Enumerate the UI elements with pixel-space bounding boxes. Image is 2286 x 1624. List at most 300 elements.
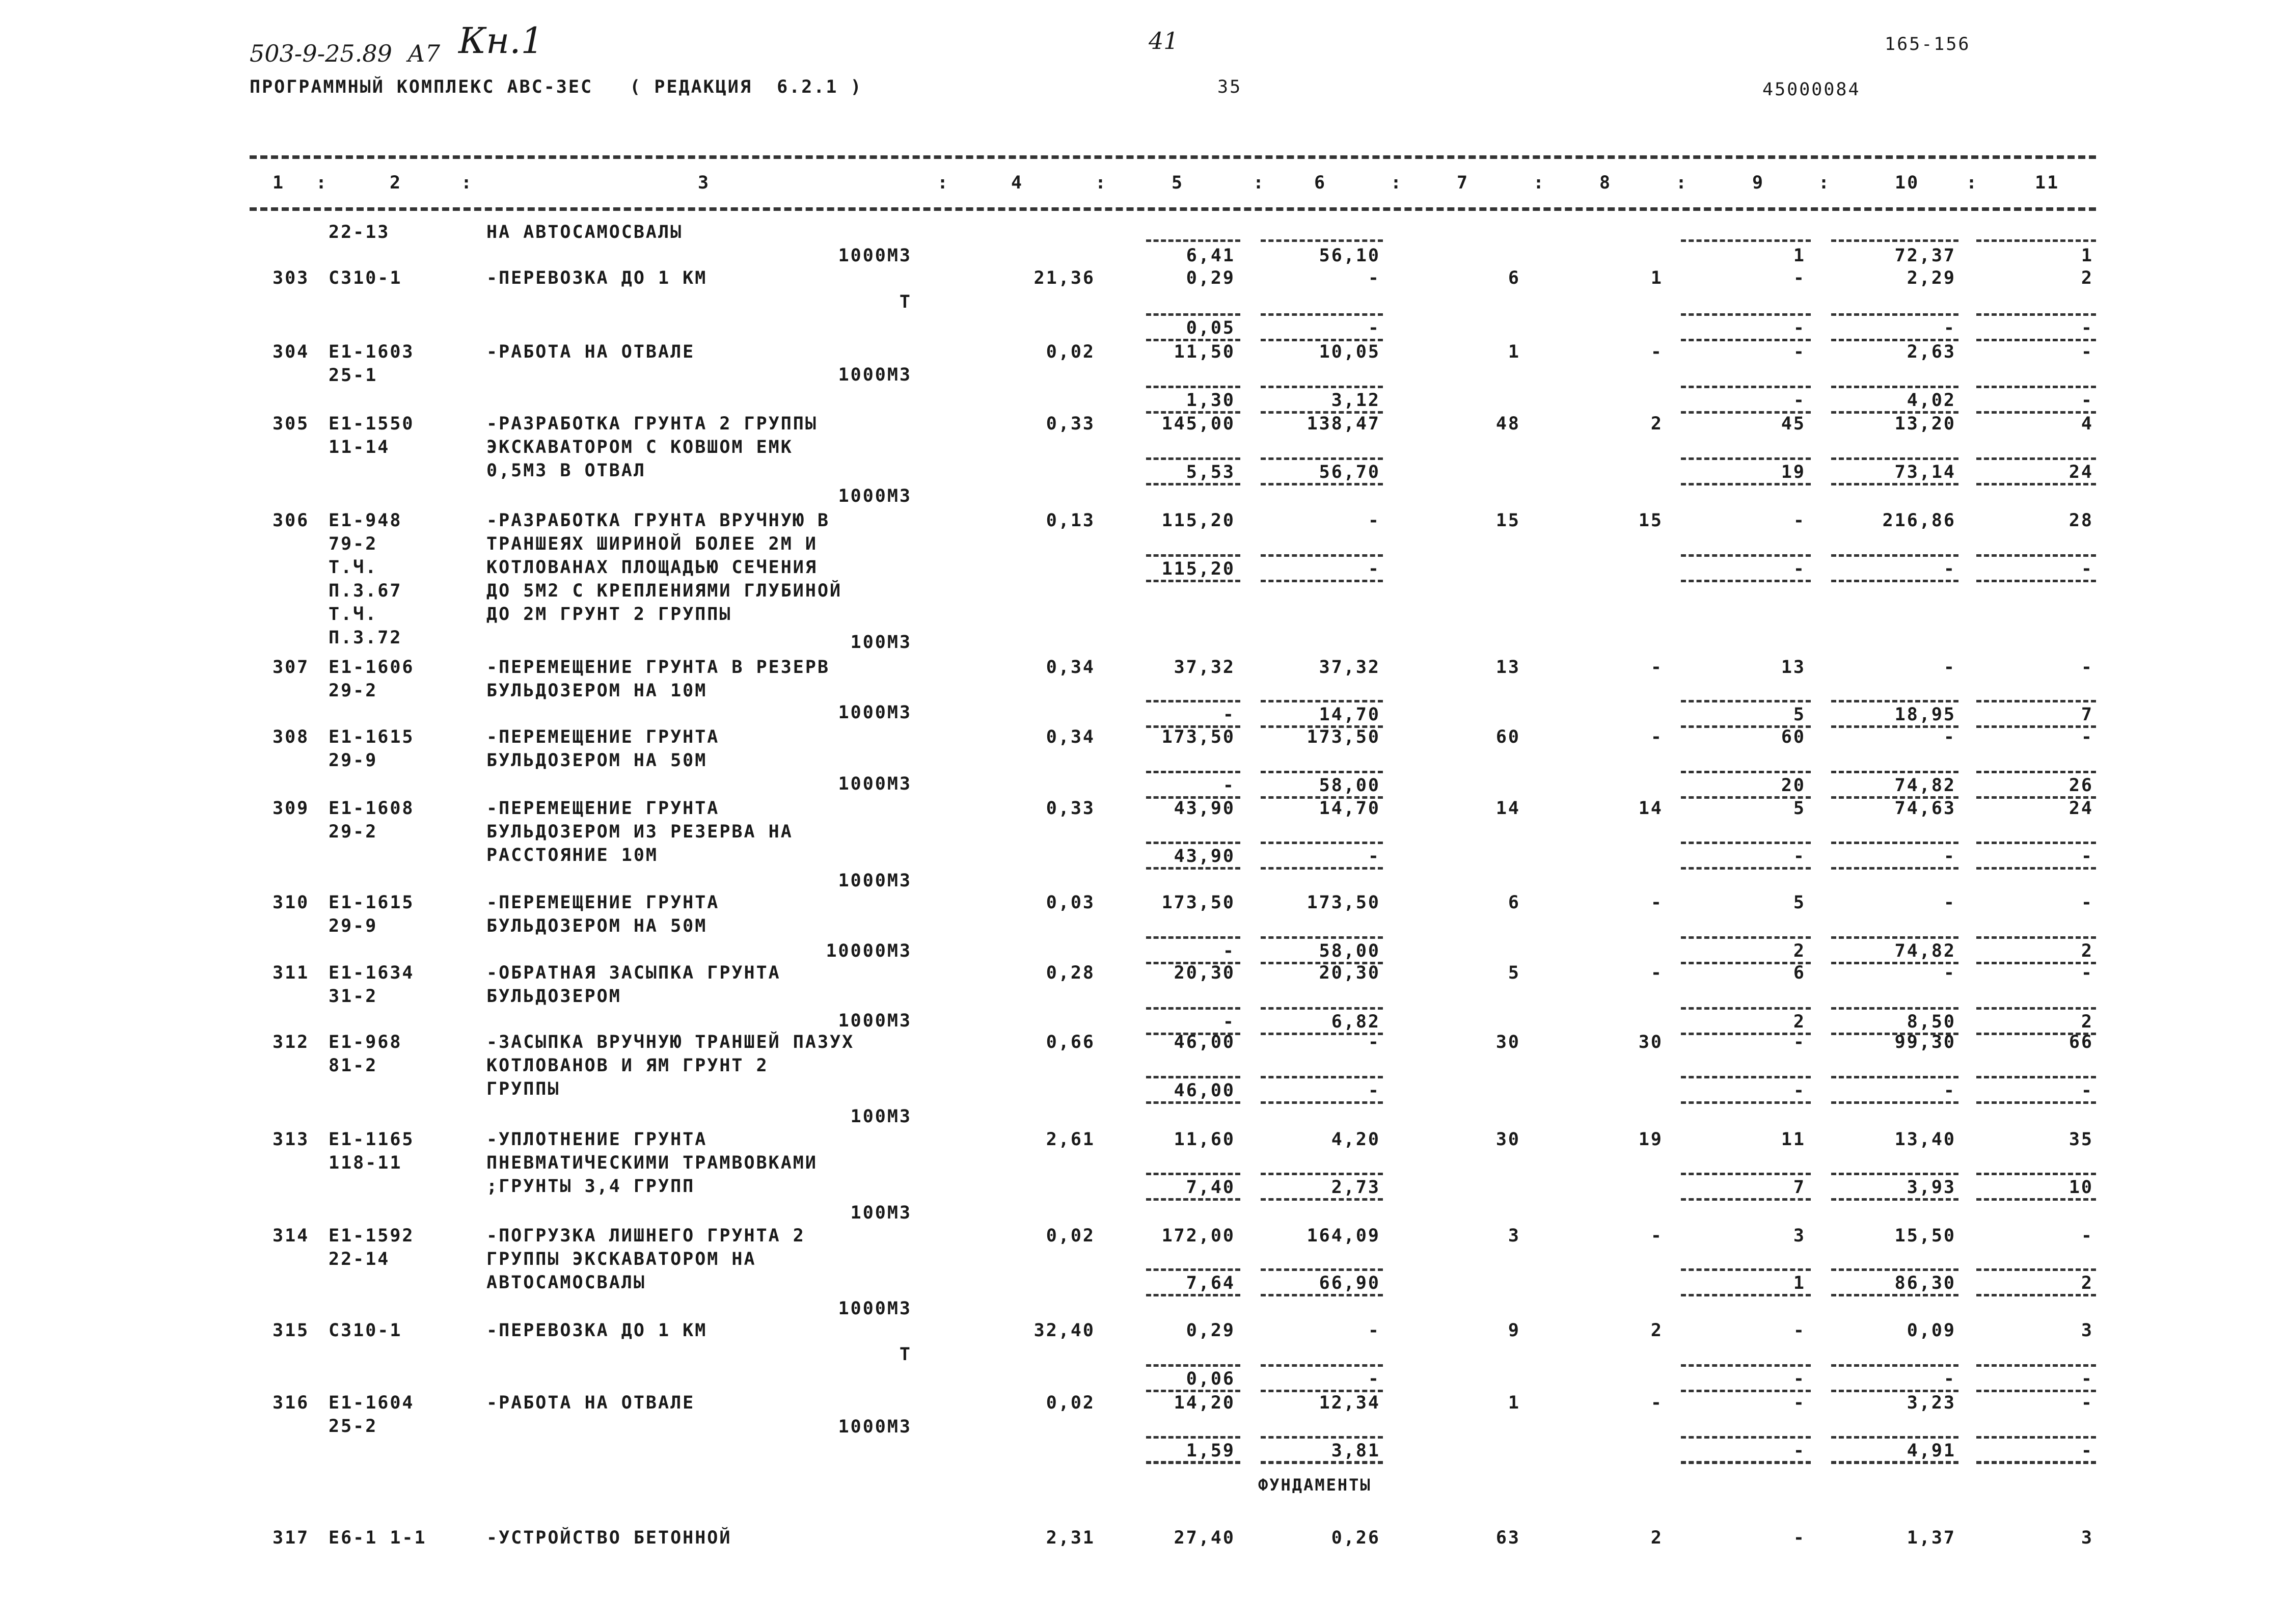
norm-code: Е1-1550 bbox=[329, 414, 415, 434]
sub-cell-c9: 7 bbox=[1793, 1177, 1806, 1198]
cell-c4: 0,02 bbox=[1046, 1226, 1095, 1246]
cell-c10: 74,63 bbox=[1894, 798, 1956, 819]
dash-rule bbox=[1681, 483, 1811, 485]
dash-rule bbox=[1146, 842, 1240, 844]
dash-rule bbox=[1831, 1390, 1958, 1392]
dash-rule bbox=[1146, 339, 1240, 341]
norm-code: П.3.72 bbox=[329, 628, 402, 648]
cell-c8: 2 bbox=[1650, 1528, 1663, 1548]
cell-c9: - bbox=[1793, 1032, 1806, 1052]
dash-rule bbox=[1681, 580, 1811, 582]
sub-cell-c9: 1 bbox=[1793, 1273, 1806, 1293]
norm-code: 118-11 bbox=[329, 1153, 402, 1173]
dash-rule bbox=[1976, 1461, 2096, 1464]
dash-rule bbox=[1681, 1364, 1811, 1367]
dash-rule bbox=[1261, 1173, 1383, 1175]
dash-rule bbox=[1681, 700, 1811, 702]
cell-c7: 1 bbox=[1508, 342, 1520, 362]
section-foundations: ФУНДАМЕНТЫ bbox=[1258, 1475, 1372, 1495]
cell-c10: - bbox=[1943, 657, 1956, 678]
dash-rule bbox=[1681, 313, 1811, 316]
cell-c8: 14 bbox=[1638, 798, 1663, 819]
unit-of-measure: 1000М3 bbox=[838, 1417, 912, 1437]
column-header-11: 11 bbox=[2035, 173, 2060, 193]
work-name: -ОБРАТНАЯ ЗАСЫПКА ГРУНТА bbox=[486, 963, 781, 983]
norm-code: Е1-1615 bbox=[329, 892, 415, 913]
column-separator: : bbox=[1818, 173, 1831, 193]
row-number: 303 bbox=[273, 268, 310, 288]
dash-rule bbox=[1261, 313, 1383, 316]
cell-c6: 56,10 bbox=[1319, 246, 1380, 266]
unit-of-measure: 1000М3 bbox=[838, 486, 912, 506]
cell-c7: 1 bbox=[1508, 1393, 1520, 1413]
unit-of-measure: Т bbox=[899, 292, 912, 312]
norm-code: Е1-1604 bbox=[329, 1393, 415, 1413]
unit-of-measure: 1000М3 bbox=[838, 1011, 912, 1031]
norm-code: Е1-1606 bbox=[329, 657, 415, 678]
column-header-2: 2 bbox=[390, 173, 402, 193]
cell-c4: 2,61 bbox=[1046, 1129, 1095, 1150]
sub-cell-c11: 2 bbox=[2081, 941, 2093, 961]
dash-rule bbox=[1831, 771, 1958, 773]
work-name: -РАЗРАБОТКА ГРУНТА 2 ГРУППЫ bbox=[486, 414, 818, 434]
column-separator: : bbox=[461, 173, 474, 193]
cell-c6: 20,30 bbox=[1319, 963, 1380, 983]
cell-c7: 3 bbox=[1508, 1226, 1520, 1246]
sub-cell-c10: 3,93 bbox=[1907, 1177, 1956, 1198]
cell-c4: 0,66 bbox=[1046, 1032, 1095, 1052]
cell-c10: 13,40 bbox=[1894, 1129, 1956, 1150]
sub-cell-c11: - bbox=[2081, 318, 2093, 338]
sub-cell-c11: - bbox=[2081, 1080, 2093, 1101]
row-number: 311 bbox=[273, 963, 310, 983]
column-header-10: 10 bbox=[1895, 173, 1920, 193]
dash-rule bbox=[1831, 1364, 1958, 1367]
cell-c5: 11,50 bbox=[1174, 342, 1235, 362]
cell-c6: - bbox=[1368, 1032, 1380, 1052]
dash-rule bbox=[1831, 700, 1958, 702]
work-name: -РАБОТА НА ОТВАЛЕ bbox=[486, 1393, 695, 1413]
dash-rule bbox=[1976, 313, 2096, 316]
norm-code: Е1-1592 bbox=[329, 1226, 415, 1246]
work-name: -ЗАСЫПКА ВРУЧНУЮ ТРАНШЕЙ ПАЗУХ bbox=[486, 1032, 855, 1052]
unit-of-measure: 100М3 bbox=[850, 632, 912, 653]
dash-rule bbox=[1831, 1268, 1958, 1271]
norm-code: 22-13 bbox=[329, 222, 390, 242]
dash-rule bbox=[1976, 386, 2096, 388]
cell-c4: 0,02 bbox=[1046, 342, 1095, 362]
work-name: ЭКСКАВАТОРОМ С КОВШОМ ЕМК bbox=[486, 437, 793, 457]
unit-of-measure: 1000М3 bbox=[838, 246, 912, 266]
cell-c5: 0,29 bbox=[1186, 1320, 1235, 1341]
column-header-9: 9 bbox=[1752, 173, 1765, 193]
norm-code: 29-2 bbox=[329, 681, 378, 701]
sub-cell-c9: 5 bbox=[1793, 705, 1806, 725]
sub-cell-c5: 5,53 bbox=[1186, 462, 1235, 482]
cell-c9: 11 bbox=[1781, 1129, 1806, 1150]
dash-rule bbox=[1681, 1268, 1811, 1271]
dash-rule bbox=[1831, 1076, 1958, 1078]
row-number: 305 bbox=[273, 414, 310, 434]
norm-code: Т.Ч. bbox=[329, 557, 378, 578]
dash-rule bbox=[1146, 936, 1240, 939]
dash-rule bbox=[1681, 867, 1811, 870]
dash-rule bbox=[1681, 842, 1811, 844]
cell-c9: 13 bbox=[1781, 657, 1806, 678]
cell-c8: 2 bbox=[1650, 414, 1663, 434]
cell-c10: 1,37 bbox=[1907, 1528, 1956, 1548]
dash-rule bbox=[1976, 1364, 2096, 1367]
cell-c9: - bbox=[1793, 510, 1806, 531]
norm-code: Е1-968 bbox=[329, 1032, 402, 1052]
cell-c4: 0,13 bbox=[1046, 510, 1095, 531]
cell-c6: 173,50 bbox=[1307, 727, 1380, 747]
unit-of-measure: 10000М3 bbox=[826, 941, 912, 961]
cell-c4: 0,34 bbox=[1046, 727, 1095, 747]
work-name: -УСТРОЙСТВО БЕТОННОЙ bbox=[486, 1528, 732, 1548]
cell-c8: - bbox=[1650, 342, 1663, 362]
dash-rule bbox=[1976, 1268, 2096, 1271]
dash-rule bbox=[1831, 554, 1958, 557]
cell-c9: - bbox=[1793, 1528, 1806, 1548]
dash-rule bbox=[1831, 1007, 1958, 1010]
cell-c9: 5 bbox=[1793, 798, 1806, 819]
norm-code: Т.Ч. bbox=[329, 604, 378, 625]
cell-c11: - bbox=[2081, 342, 2093, 362]
sub-cell-c9: - bbox=[1793, 559, 1806, 579]
cell-c4: 0,33 bbox=[1046, 798, 1095, 819]
top-right-code: 165-156 bbox=[1885, 34, 1971, 55]
cell-c6: - bbox=[1368, 510, 1380, 531]
cell-c8: - bbox=[1650, 657, 1663, 678]
dash-rule bbox=[1976, 1198, 2096, 1201]
sub-cell-c6: - bbox=[1368, 559, 1380, 579]
unit-of-measure: 1000М3 bbox=[838, 774, 912, 794]
dash-rule bbox=[1976, 1076, 2096, 1078]
row-number: 310 bbox=[273, 892, 310, 913]
dash-rule bbox=[1146, 1294, 1240, 1296]
cell-c11: 3 bbox=[2081, 1528, 2093, 1548]
dash-rule bbox=[1976, 339, 2096, 341]
sub-cell-c6: 14,70 bbox=[1319, 705, 1380, 725]
sub-cell-c11: - bbox=[2081, 1369, 2093, 1389]
cell-c6: 4,20 bbox=[1331, 1129, 1380, 1150]
dash-rule bbox=[1681, 771, 1811, 773]
document-number: 45000084 bbox=[1762, 79, 1861, 100]
sub-cell-c9: 2 bbox=[1793, 941, 1806, 961]
cell-c7: 14 bbox=[1495, 798, 1520, 819]
sub-cell-c10: 74,82 bbox=[1894, 941, 1956, 961]
unit-of-measure: 100М3 bbox=[850, 1106, 912, 1127]
dash-rule bbox=[1831, 580, 1958, 582]
cell-c9: - bbox=[1793, 342, 1806, 362]
sub-cell-c11: 2 bbox=[2081, 1273, 2093, 1293]
cell-c7: 63 bbox=[1495, 1528, 1520, 1548]
cell-c10: 15,50 bbox=[1894, 1226, 1956, 1246]
dash-rule bbox=[1146, 1076, 1240, 1078]
cell-c8: - bbox=[1650, 1393, 1663, 1413]
cell-c11: 35 bbox=[2069, 1129, 2093, 1150]
work-name: -РАЗРАБОТКА ГРУНТА ВРУЧНУЮ В bbox=[486, 510, 830, 531]
dash-rule bbox=[1261, 1390, 1383, 1392]
row-number: 313 bbox=[273, 1129, 310, 1150]
cell-c11: 66 bbox=[2069, 1032, 2093, 1052]
dash-rule bbox=[1261, 1198, 1383, 1201]
sub-cell-c11: 7 bbox=[2081, 705, 2093, 725]
cell-c11: 3 bbox=[2081, 1320, 2093, 1341]
norm-code: П.3.67 bbox=[329, 581, 402, 601]
cell-c6: 164,09 bbox=[1307, 1226, 1380, 1246]
column-separator: : bbox=[1391, 173, 1403, 193]
cell-c10: 0,09 bbox=[1907, 1320, 1956, 1341]
sub-cell-c10: 8,50 bbox=[1907, 1012, 1956, 1032]
dash-rule bbox=[1261, 1461, 1383, 1464]
cell-c8: 19 bbox=[1638, 1129, 1663, 1150]
cell-c9: 45 bbox=[1781, 414, 1806, 434]
dash-rule bbox=[1146, 1364, 1240, 1367]
sub-cell-c10: 4,02 bbox=[1907, 390, 1956, 411]
sub-cell-c10: 86,30 bbox=[1894, 1273, 1956, 1293]
cell-c5: 173,50 bbox=[1161, 727, 1235, 747]
cell-c5: 6,41 bbox=[1186, 246, 1235, 266]
sub-cell-c5: 1,59 bbox=[1186, 1441, 1235, 1461]
dash-rule bbox=[1146, 1390, 1240, 1392]
cell-c6: - bbox=[1368, 268, 1380, 288]
cell-c8: 1 bbox=[1650, 268, 1663, 288]
work-name: ДО 2М ГРУНТ 2 ГРУППЫ bbox=[486, 604, 732, 625]
norm-code: 81-2 bbox=[329, 1055, 378, 1076]
dash-rule bbox=[1976, 771, 2096, 773]
dash-rule bbox=[1681, 1076, 1811, 1078]
work-name: БУЛЬДОЗЕРОМ НА 50М bbox=[486, 750, 707, 771]
cell-c5: 173,50 bbox=[1161, 892, 1235, 913]
cell-c6: - bbox=[1368, 1320, 1380, 1341]
sub-cell-c6: - bbox=[1368, 1369, 1380, 1389]
dash-rule bbox=[1261, 842, 1383, 844]
dash-rule bbox=[1831, 1461, 1958, 1464]
dash-rule bbox=[1831, 867, 1958, 870]
norm-code: Е1-1165 bbox=[329, 1129, 415, 1150]
dash-rule bbox=[1261, 1007, 1383, 1010]
sub-cell-c6: 3,81 bbox=[1331, 1441, 1380, 1461]
sub-cell-c6: 6,82 bbox=[1331, 1012, 1380, 1032]
dash-rule bbox=[1261, 483, 1383, 485]
cell-c5: 20,30 bbox=[1174, 963, 1235, 983]
dash-rule bbox=[1831, 239, 1958, 242]
cell-c9: 6 bbox=[1793, 963, 1806, 983]
unit-of-measure: 1000М3 bbox=[838, 1298, 912, 1319]
sub-cell-c9: - bbox=[1793, 1441, 1806, 1461]
sub-cell-c9: 2 bbox=[1793, 1012, 1806, 1032]
work-name: ГРУППЫ ЭКСКАВАТОРОМ НА bbox=[486, 1249, 756, 1269]
column-separator: : bbox=[1095, 173, 1108, 193]
sub-cell-c5: 1,30 bbox=[1186, 390, 1235, 411]
cell-c8: - bbox=[1650, 1226, 1663, 1246]
cell-c5: 14,20 bbox=[1174, 1393, 1235, 1413]
norm-code: 25-2 bbox=[329, 1416, 378, 1437]
dash-rule bbox=[1146, 771, 1240, 773]
work-name: АВТОСАМОСВАЛЫ bbox=[486, 1273, 646, 1293]
work-name: -ПЕРЕМЕЩЕНИЕ ГРУНТА bbox=[486, 892, 720, 913]
row-number: 316 bbox=[273, 1393, 310, 1413]
unit-of-measure: 100М3 bbox=[850, 1203, 912, 1223]
cell-c7: 5 bbox=[1508, 963, 1520, 983]
sub-cell-c5: - bbox=[1222, 705, 1235, 725]
cell-c7: 6 bbox=[1508, 892, 1520, 913]
work-name: БУЛЬДОЗЕРОМ ИЗ РЕЗЕРВА НА bbox=[486, 822, 793, 842]
sub-cell-c10: - bbox=[1943, 1080, 1956, 1101]
sub-cell-c9: - bbox=[1793, 318, 1806, 338]
sub-cell-c11: - bbox=[2081, 559, 2093, 579]
unit-of-measure: 1000М3 bbox=[838, 871, 912, 891]
sub-cell-c10: - bbox=[1943, 559, 1956, 579]
cell-c4: 0,33 bbox=[1046, 414, 1095, 434]
cell-c11: - bbox=[2081, 963, 2093, 983]
dash-rule bbox=[1681, 1173, 1811, 1175]
cell-c6: 0,26 bbox=[1331, 1528, 1380, 1548]
dash-rule bbox=[1681, 457, 1811, 460]
sub-cell-c10: 74,82 bbox=[1894, 775, 1956, 796]
column-header-7: 7 bbox=[1457, 173, 1469, 193]
sub-cell-c11: 24 bbox=[2069, 462, 2093, 482]
cell-c4: 2,31 bbox=[1046, 1528, 1095, 1548]
sub-cell-c9: - bbox=[1793, 1080, 1806, 1101]
work-name: НА АВТОСАМОСВАЛЫ bbox=[486, 222, 683, 242]
norm-code: С310-1 bbox=[329, 268, 402, 288]
dash-rule bbox=[1146, 483, 1240, 485]
norm-code: Е1-1615 bbox=[329, 727, 415, 747]
sub-cell-c10: - bbox=[1943, 318, 1956, 338]
norm-code: 11-14 bbox=[329, 437, 390, 457]
row-number: 312 bbox=[273, 1032, 310, 1052]
cell-c11: 2 bbox=[2081, 268, 2093, 288]
work-name: ТРАНШЕЯХ ШИРИНОЙ БОЛЕЕ 2М И bbox=[486, 534, 818, 554]
dash-rule bbox=[1261, 1436, 1383, 1439]
dash-rule bbox=[1831, 842, 1958, 844]
norm-code: С310-1 bbox=[329, 1320, 402, 1341]
program-title: ПРОГРАММНЫЙ КОМПЛЕКС АВС-3ЕС ( РЕДАКЦИЯ 6.2.1 ) bbox=[250, 77, 863, 97]
cell-c6: 10,05 bbox=[1319, 342, 1380, 362]
cell-c7: 30 bbox=[1495, 1032, 1520, 1052]
dash-rule bbox=[1976, 867, 2096, 870]
cell-c7: 48 bbox=[1495, 414, 1520, 434]
cell-c4: 0,02 bbox=[1046, 1393, 1095, 1413]
work-name: ;ГРУНТЫ 3,4 ГРУПП bbox=[486, 1176, 695, 1197]
cell-c5: 43,90 bbox=[1174, 798, 1235, 819]
dash-rule bbox=[1261, 1364, 1383, 1367]
dash-rule bbox=[1831, 1173, 1958, 1175]
cell-c11: 24 bbox=[2069, 798, 2093, 819]
sub-cell-c5: 115,20 bbox=[1161, 559, 1235, 579]
work-name: -ПЕРЕВОЗКА ДО 1 КМ bbox=[486, 268, 707, 288]
cell-c11: - bbox=[2081, 892, 2093, 913]
dash-rule bbox=[1681, 1436, 1811, 1439]
unit-of-measure: 1000М3 bbox=[838, 365, 912, 385]
norm-code: Е1-1603 bbox=[329, 342, 415, 362]
sub-cell-c6: 3,12 bbox=[1331, 390, 1380, 411]
sub-cell-c5: - bbox=[1222, 941, 1235, 961]
sub-cell-c9: - bbox=[1793, 846, 1806, 867]
work-name: БУЛЬДОЗЕРОМ НА 10М bbox=[486, 681, 707, 701]
cell-c7: 13 bbox=[1495, 657, 1520, 678]
dash-rule bbox=[1681, 1294, 1811, 1296]
dash-rule bbox=[1261, 936, 1383, 939]
column-separator: : bbox=[1533, 173, 1546, 193]
dash-rule bbox=[1681, 1198, 1811, 1201]
sub-cell-c5: 7,40 bbox=[1186, 1177, 1235, 1198]
sub-cell-c10: 4,91 bbox=[1907, 1441, 1956, 1461]
unit-of-measure: Т bbox=[899, 1344, 912, 1365]
dash-rule bbox=[1976, 411, 2096, 414]
dash-rule bbox=[1261, 771, 1383, 773]
cell-c9: - bbox=[1793, 1393, 1806, 1413]
dash-rule bbox=[1261, 386, 1383, 388]
work-name: РАССТОЯНИЕ 10М bbox=[486, 845, 659, 865]
sub-cell-c10: - bbox=[1943, 846, 1956, 867]
dash-rule bbox=[1681, 1461, 1811, 1464]
work-name: ПНЕВМАТИЧЕСКИМИ ТРАМВОВКАМИ bbox=[486, 1153, 818, 1173]
dash-rule bbox=[1146, 1198, 1240, 1201]
dash-rule bbox=[1261, 239, 1383, 242]
cell-c10: 2,29 bbox=[1907, 268, 1956, 288]
cell-c10: 2,63 bbox=[1907, 342, 1956, 362]
dash-rule bbox=[1831, 1198, 1958, 1201]
dash-rule bbox=[1976, 1390, 2096, 1392]
dash-rule bbox=[1976, 483, 2096, 485]
norm-code: Е1-1634 bbox=[329, 963, 415, 983]
cell-c5: 0,29 bbox=[1186, 268, 1235, 288]
column-separator: : bbox=[1676, 173, 1689, 193]
sub-cell-c11: 2 bbox=[2081, 1012, 2093, 1032]
norm-code: 29-2 bbox=[329, 822, 378, 842]
row-number: 307 bbox=[273, 657, 310, 678]
cell-c4: 0,34 bbox=[1046, 657, 1095, 678]
dash-rule bbox=[1146, 1101, 1240, 1104]
dash-rule bbox=[1146, 386, 1240, 388]
column-header-3: 3 bbox=[698, 173, 711, 193]
sub-cell-c11: 26 bbox=[2069, 775, 2093, 796]
cell-c11: 1 bbox=[2081, 246, 2093, 266]
cell-c8: - bbox=[1650, 963, 1663, 983]
sub-cell-c11: 10 bbox=[2069, 1177, 2093, 1198]
cell-c4: 32,40 bbox=[1033, 1320, 1095, 1341]
handwritten-album: А7 bbox=[407, 40, 441, 67]
work-name: -ПЕРЕМЕЩЕНИЕ ГРУНТА bbox=[486, 727, 720, 747]
dash-rule bbox=[1831, 1436, 1958, 1439]
sub-cell-c6: 58,00 bbox=[1319, 941, 1380, 961]
cell-c8: 30 bbox=[1638, 1032, 1663, 1052]
work-name: БУЛЬДОЗЕРОМ НА 50М bbox=[486, 916, 707, 936]
dash-rule bbox=[1976, 1436, 2096, 1439]
cell-c9: 60 bbox=[1781, 727, 1806, 747]
cell-c5: 27,40 bbox=[1174, 1528, 1235, 1548]
row-number: 306 bbox=[273, 510, 310, 531]
norm-code: 29-9 bbox=[329, 916, 378, 936]
dash-rule bbox=[1831, 339, 1958, 341]
dash-rule bbox=[1261, 1076, 1383, 1078]
work-name: 0,5М3 В ОТВАЛ bbox=[486, 461, 646, 481]
unit-of-measure: 1000М3 bbox=[838, 702, 912, 723]
dash-rule bbox=[1146, 1007, 1240, 1010]
cell-c11: - bbox=[2081, 727, 2093, 747]
sub-cell-c5: 43,90 bbox=[1174, 846, 1235, 867]
dash-rule bbox=[1681, 339, 1811, 341]
cell-c11: 4 bbox=[2081, 414, 2093, 434]
dash-rule bbox=[1681, 1101, 1811, 1104]
dash-rule bbox=[1261, 339, 1383, 341]
cell-c10: 3,23 bbox=[1907, 1393, 1956, 1413]
dash-rule bbox=[1146, 239, 1240, 242]
